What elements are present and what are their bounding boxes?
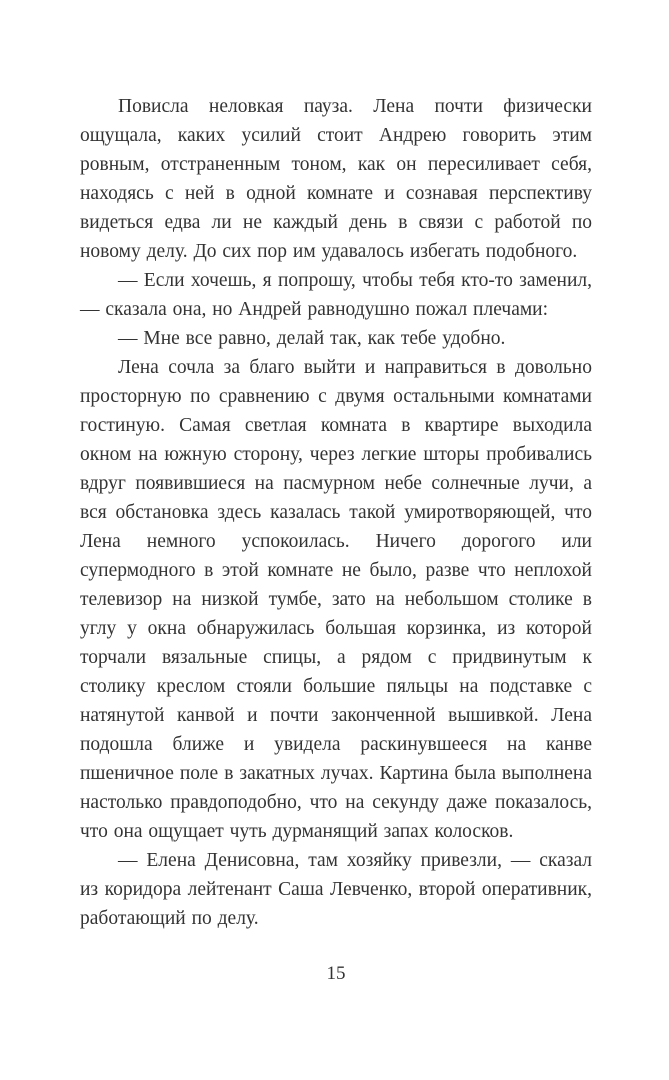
paragraph: Повисла неловкая пауза. Лена почти физически ощущала, каких усилий стоит Андрею говорить этим ровным, отстраненным тоном, как он пересиливает себя, находясь с ней в одной комнате и сознавая перспективу видеться едва ли не каждый день в связи с работой по новому делу. До сих пор им удавалось избегать подобного. [80, 96, 592, 262]
paragraph-dialogue: — Если хочешь, я попрошу, чтобы тебя кто-то заменил, — сказала она, но Андрей равнодушно пожал плечами: [80, 270, 592, 320]
page-text-block [80, 92, 592, 933]
page-number: 15 [326, 963, 346, 984]
paragraph-dialogue: — Мне все равно, делай так, как тебе удобно. [118, 328, 506, 349]
paragraph: Лена сочла за благо выйти и направиться в довольно просторную по сравнению с двумя остальными комнатами гостиную. Самая светлая комната в квартире выходила окном на южную сторону, через легкие шторы пробивались вдруг появившиеся на пасмурном небе солнечные лучи, а вся обстановка здесь казалась такой умиротворяющей, что Лена немного успокоилась. Ничего дорогого или супермодного в этой комнате не было, разве что неплохой телевизор на низкой тумбе, зато на небольшом столике в углу у окна обнаружилась большая корзинка, из которой торчали вязальные спицы, а рядом с придвинутым к столику креслом стояли большие пяльцы на подставке с натянутой канвой и почти законченной вышивкой. Лена подошла ближе и увидела раскинувшееся на канве пшеничное поле в закатных лучах. Картина была выполнена настолько правдоподобно, что на секунду даже показалось, что она ощущает чуть дурманящий запах колосков. [80, 357, 592, 842]
paragraph-dialogue: — Елена Денисовна, там хозяйку привезли, — сказал из коридора лейтенант Саша Левченко, второй оперативник, работающий по делу. [80, 850, 592, 929]
